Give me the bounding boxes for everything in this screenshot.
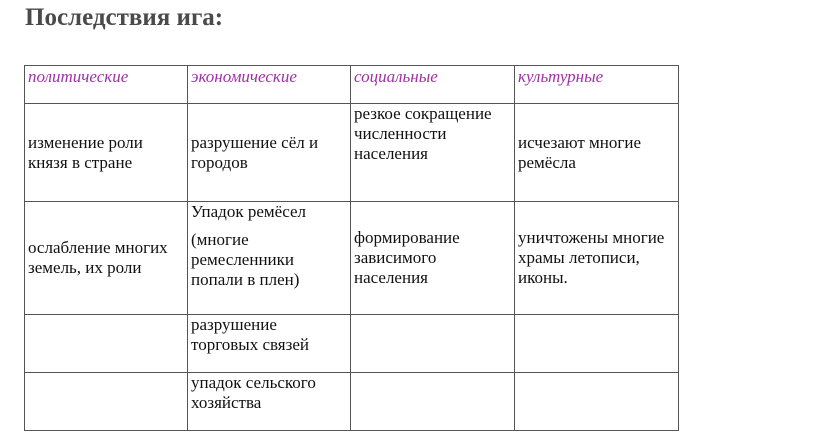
table-row <box>25 104 679 202</box>
table-cell: исчезают многие ремёсла <box>515 104 679 202</box>
table-row <box>25 373 679 431</box>
table-cell: разрушение сёл и городов <box>188 104 351 202</box>
table-header-row <box>25 66 679 104</box>
table-cell: формирование зависимого населения <box>351 202 515 315</box>
table-cell <box>25 315 188 373</box>
table-cell: резкое сокращение численности населения <box>351 104 515 202</box>
table-cell: уничтожены многие храмы летописи, иконы. <box>515 202 679 315</box>
table-cell <box>188 202 351 315</box>
header-economic: экономические <box>188 66 351 104</box>
consequences-table <box>24 65 679 431</box>
table-row <box>25 315 679 373</box>
header-social: социальные <box>351 66 515 104</box>
table-cell <box>25 373 188 431</box>
table-cell <box>515 373 679 431</box>
cell-line: Упадок ремёсел <box>191 202 306 221</box>
table-cell: ослабление многих земель, их роли <box>25 202 188 315</box>
header-cultural: культурные <box>515 66 679 104</box>
table-row <box>25 202 679 315</box>
table-cell: изменение роли князя в стране <box>25 104 188 202</box>
table-cell: разрушение торговых связей <box>188 315 351 373</box>
table-cell <box>351 373 515 431</box>
table-cell: упадок сельского хозяйства <box>188 373 351 431</box>
table-cell <box>351 315 515 373</box>
table-cell <box>515 315 679 373</box>
page-title: Последствия ига: <box>25 4 224 31</box>
header-political: политические <box>25 66 188 104</box>
cell-note: (многие ремесленники попали в плен) <box>191 230 300 289</box>
